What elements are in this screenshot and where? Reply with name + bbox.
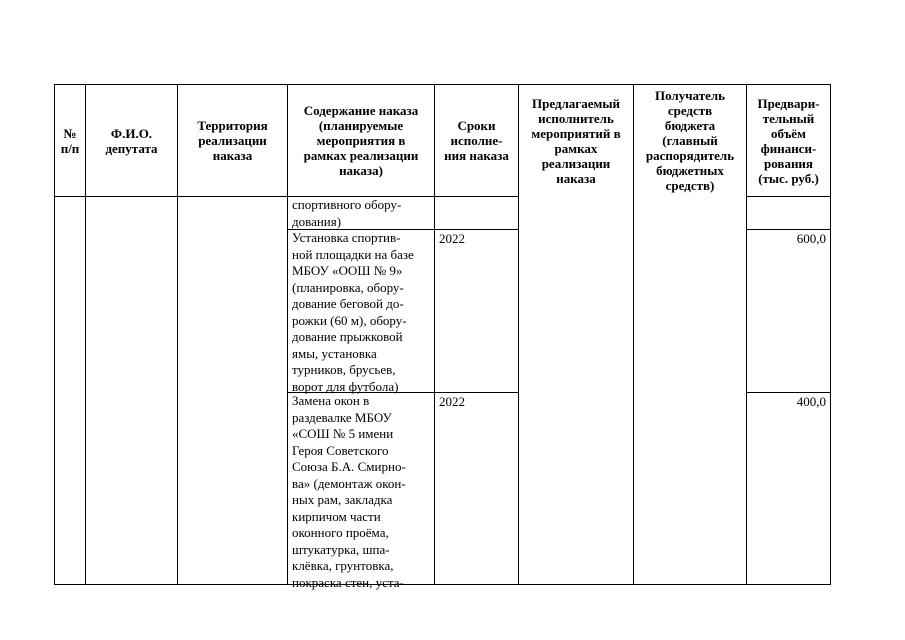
table-row-term: 2022: [439, 394, 465, 409]
header-content: Содержание наказа (планируемые мероприятия в рамках реализации наказа): [303, 103, 419, 178]
row-divider-1-right: [747, 229, 831, 230]
table-row-content: Установка спортив- ной площадки на базе МБОУ «ООШ № 9» (планировка, обору- дование беговой до- рожки (60 м), обору- дование прыжковой ямы, установка турников, брусьев, ворот для футбола): [292, 230, 414, 394]
table-bottom-border: [54, 584, 831, 585]
table-row-content: спортивного обору- дования): [292, 197, 402, 229]
table-row-term: 2022: [439, 231, 465, 246]
header-funding: Предвари- тельный объём финанси- рования (тыс. руб.): [757, 95, 820, 186]
header-number: № п/п: [60, 125, 80, 156]
col-border-8: [830, 84, 831, 585]
header-deputy-name: Ф.И.О. депутата: [105, 125, 158, 156]
table-row-amount: 600,0: [796, 231, 826, 246]
table-row-amount: 400,0: [796, 394, 826, 409]
header-territory: Территория реализации наказа: [197, 118, 268, 163]
header-term: Сроки исполне- ния наказа: [444, 118, 509, 163]
row-divider-2-right: [747, 392, 831, 393]
header-executor: Предлагаемый исполнитель мероприятий в рамках реализации наказа: [531, 95, 621, 186]
header-bottom-border-right: [747, 196, 831, 197]
table-row-content: Замена окон в раздевалке МБОУ «СОШ № 5 имени Героя Советского Союза Б.А. Смирно- ва» (демонтаж окон- ных рам, закладка кирпичом части оконного проёма, штукатурка, шпа- клёвка, грунтовка, покраска стен, уста-: [292, 393, 406, 590]
header-recipient: Получатель средств бюджета (главный распорядитель бюджетных средств): [645, 88, 735, 193]
